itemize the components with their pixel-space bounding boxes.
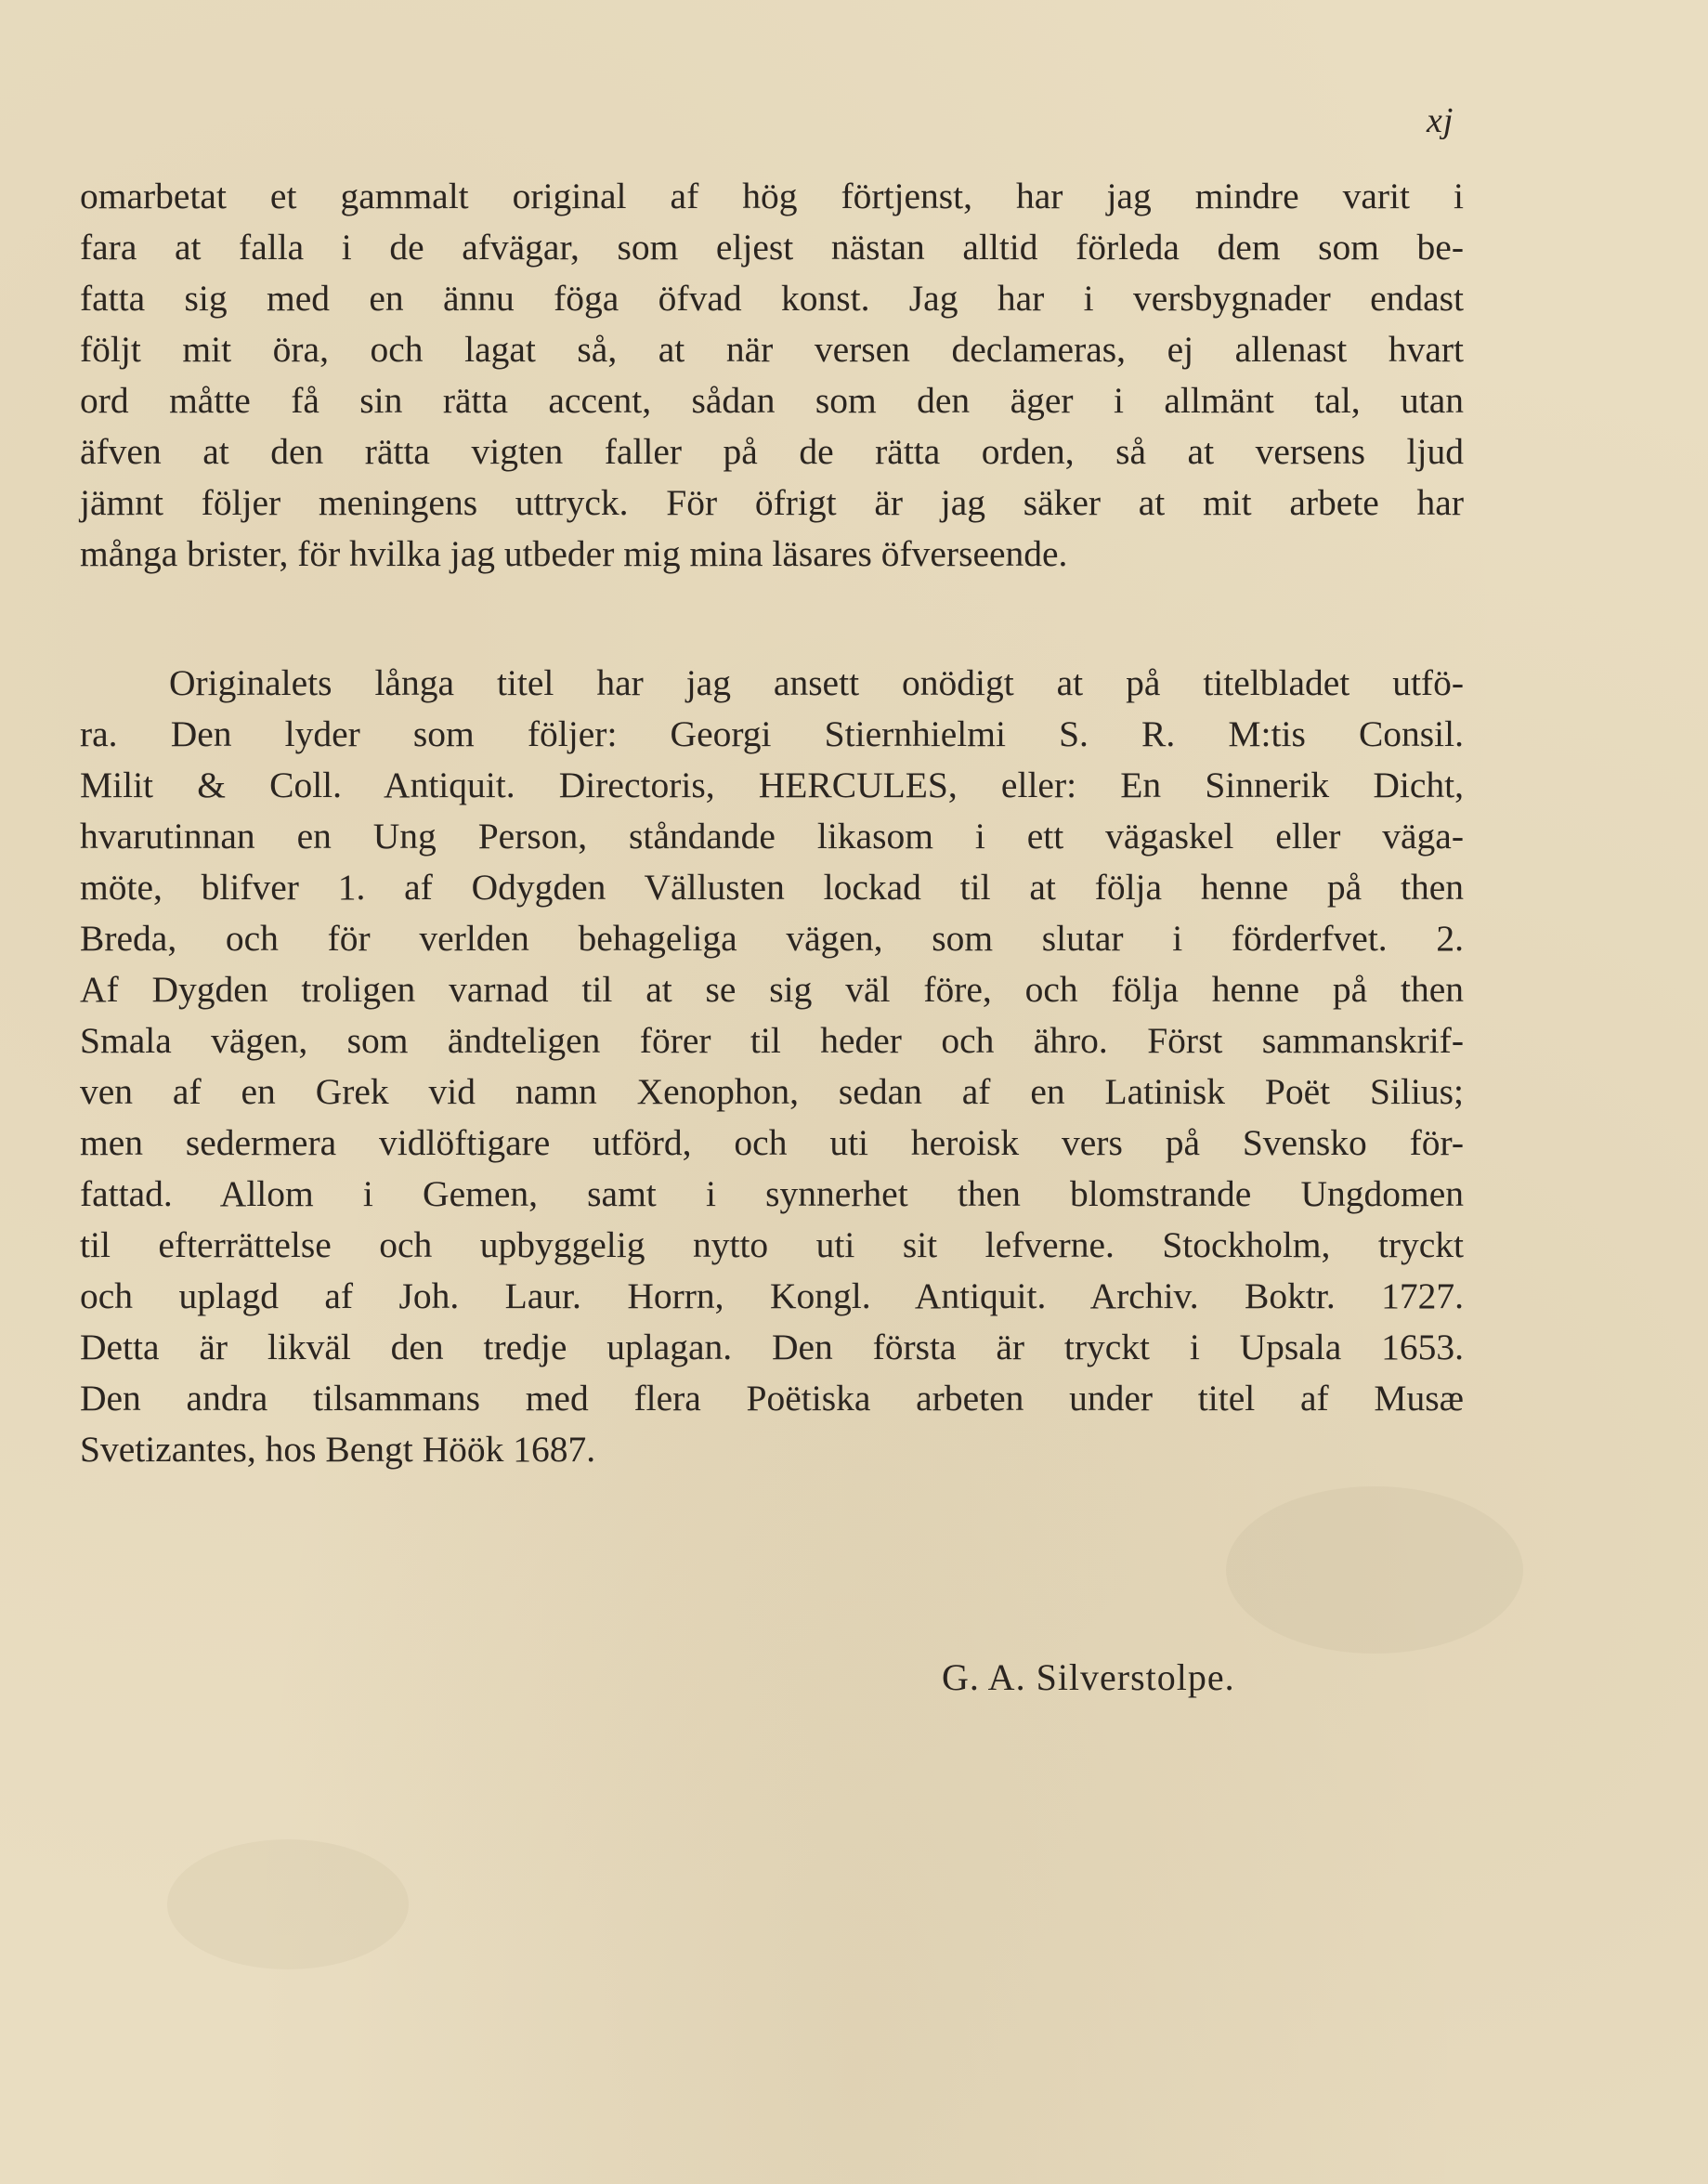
text-line: jämnt följer meningens uttryck. För öfrigt är jag säker at mit arbete har <box>80 482 1464 523</box>
text-line: men sedermera vidlöftigare utförd, och uti heroisk vers på Svensko för- <box>80 1122 1464 1163</box>
text-line: och uplagd af Joh. Laur. Horrn, Kongl. Antiquit. Archiv. Boktr. 1727. <box>80 1275 1464 1316</box>
text-line: följt mit öra, och lagat så, at när versen declameras, ej allenast hvart <box>80 329 1464 370</box>
text-line: til efterrättelse och upbyggelig nytto uti sit lefverne. Stockholm, tryckt <box>80 1224 1464 1265</box>
signature: G. A. Silverstolpe. <box>942 1656 1235 1698</box>
text-line: fara at falla i de afvägar, som eljest nästan alltid förleda dem som be- <box>80 227 1464 268</box>
text-line: möte, blifver 1. af Odygden Vällusten lockad til at följa henne på then <box>80 867 1464 908</box>
text-line: Milit & Coll. Antiquit. Directoris, HERCULES, eller: En Sinnerik Dicht, <box>80 765 1464 805</box>
text-line: Af Dygden troligen varnad til at se sig väl före, och följa henne på then <box>80 969 1464 1010</box>
text-line: många brister, för hvilka jag utbeder mig mina läsares öfverseende. <box>80 533 1068 574</box>
text-line: Originalets långa titel har jag ansett onödigt at på titelbladet utfö- <box>169 662 1464 703</box>
text-line: hvarutinnan en Ung Person, ståndande likasom i ett vägaskel eller väga- <box>80 816 1464 857</box>
text-line: Smala vägen, som ändteligen förer til heder och ähro. Först sammanskrif- <box>80 1020 1464 1061</box>
page-number: xj <box>1427 101 1454 140</box>
paper-stain <box>1226 1486 1523 1654</box>
text-line: ra. Den lyder som följer: Georgi Stiernhielmi S. R. M:tis Consil. <box>80 713 1464 754</box>
text-line: fatta sig med en ännu föga öfvad konst. Jag har i versbygnader endast <box>80 278 1464 319</box>
text-line: ord måtte få sin rätta accent, sådan som den äger i allmänt tal, utan <box>80 380 1464 421</box>
text-line: Breda, och för verlden behageliga vägen, som slutar i förderfvet. 2. <box>80 918 1464 959</box>
paper-stain <box>167 1839 409 1969</box>
text-line: fattad. Allom i Gemen, samt i synnerhet then blomstrande Ungdomen <box>80 1173 1464 1214</box>
text-line: Den andra tilsammans med flera Poëtiska arbeten under titel af Musæ <box>80 1378 1464 1419</box>
text-line: ven af en Grek vid namn Xenophon, sedan af en Latinisk Poët Silius; <box>80 1071 1464 1112</box>
text-line: Detta är likväl den tredje uplagan. Den första är tryckt i Upsala 1653. <box>80 1327 1464 1367</box>
text-line: Svetizantes, hos Bengt Höök 1687. <box>80 1429 596 1470</box>
text-line: omarbetat et gammalt original af hög förtjenst, har jag mindre varit i <box>80 176 1464 216</box>
text-line: äfven at den rätta vigten faller på de rätta orden, så at versens ljud <box>80 431 1464 472</box>
